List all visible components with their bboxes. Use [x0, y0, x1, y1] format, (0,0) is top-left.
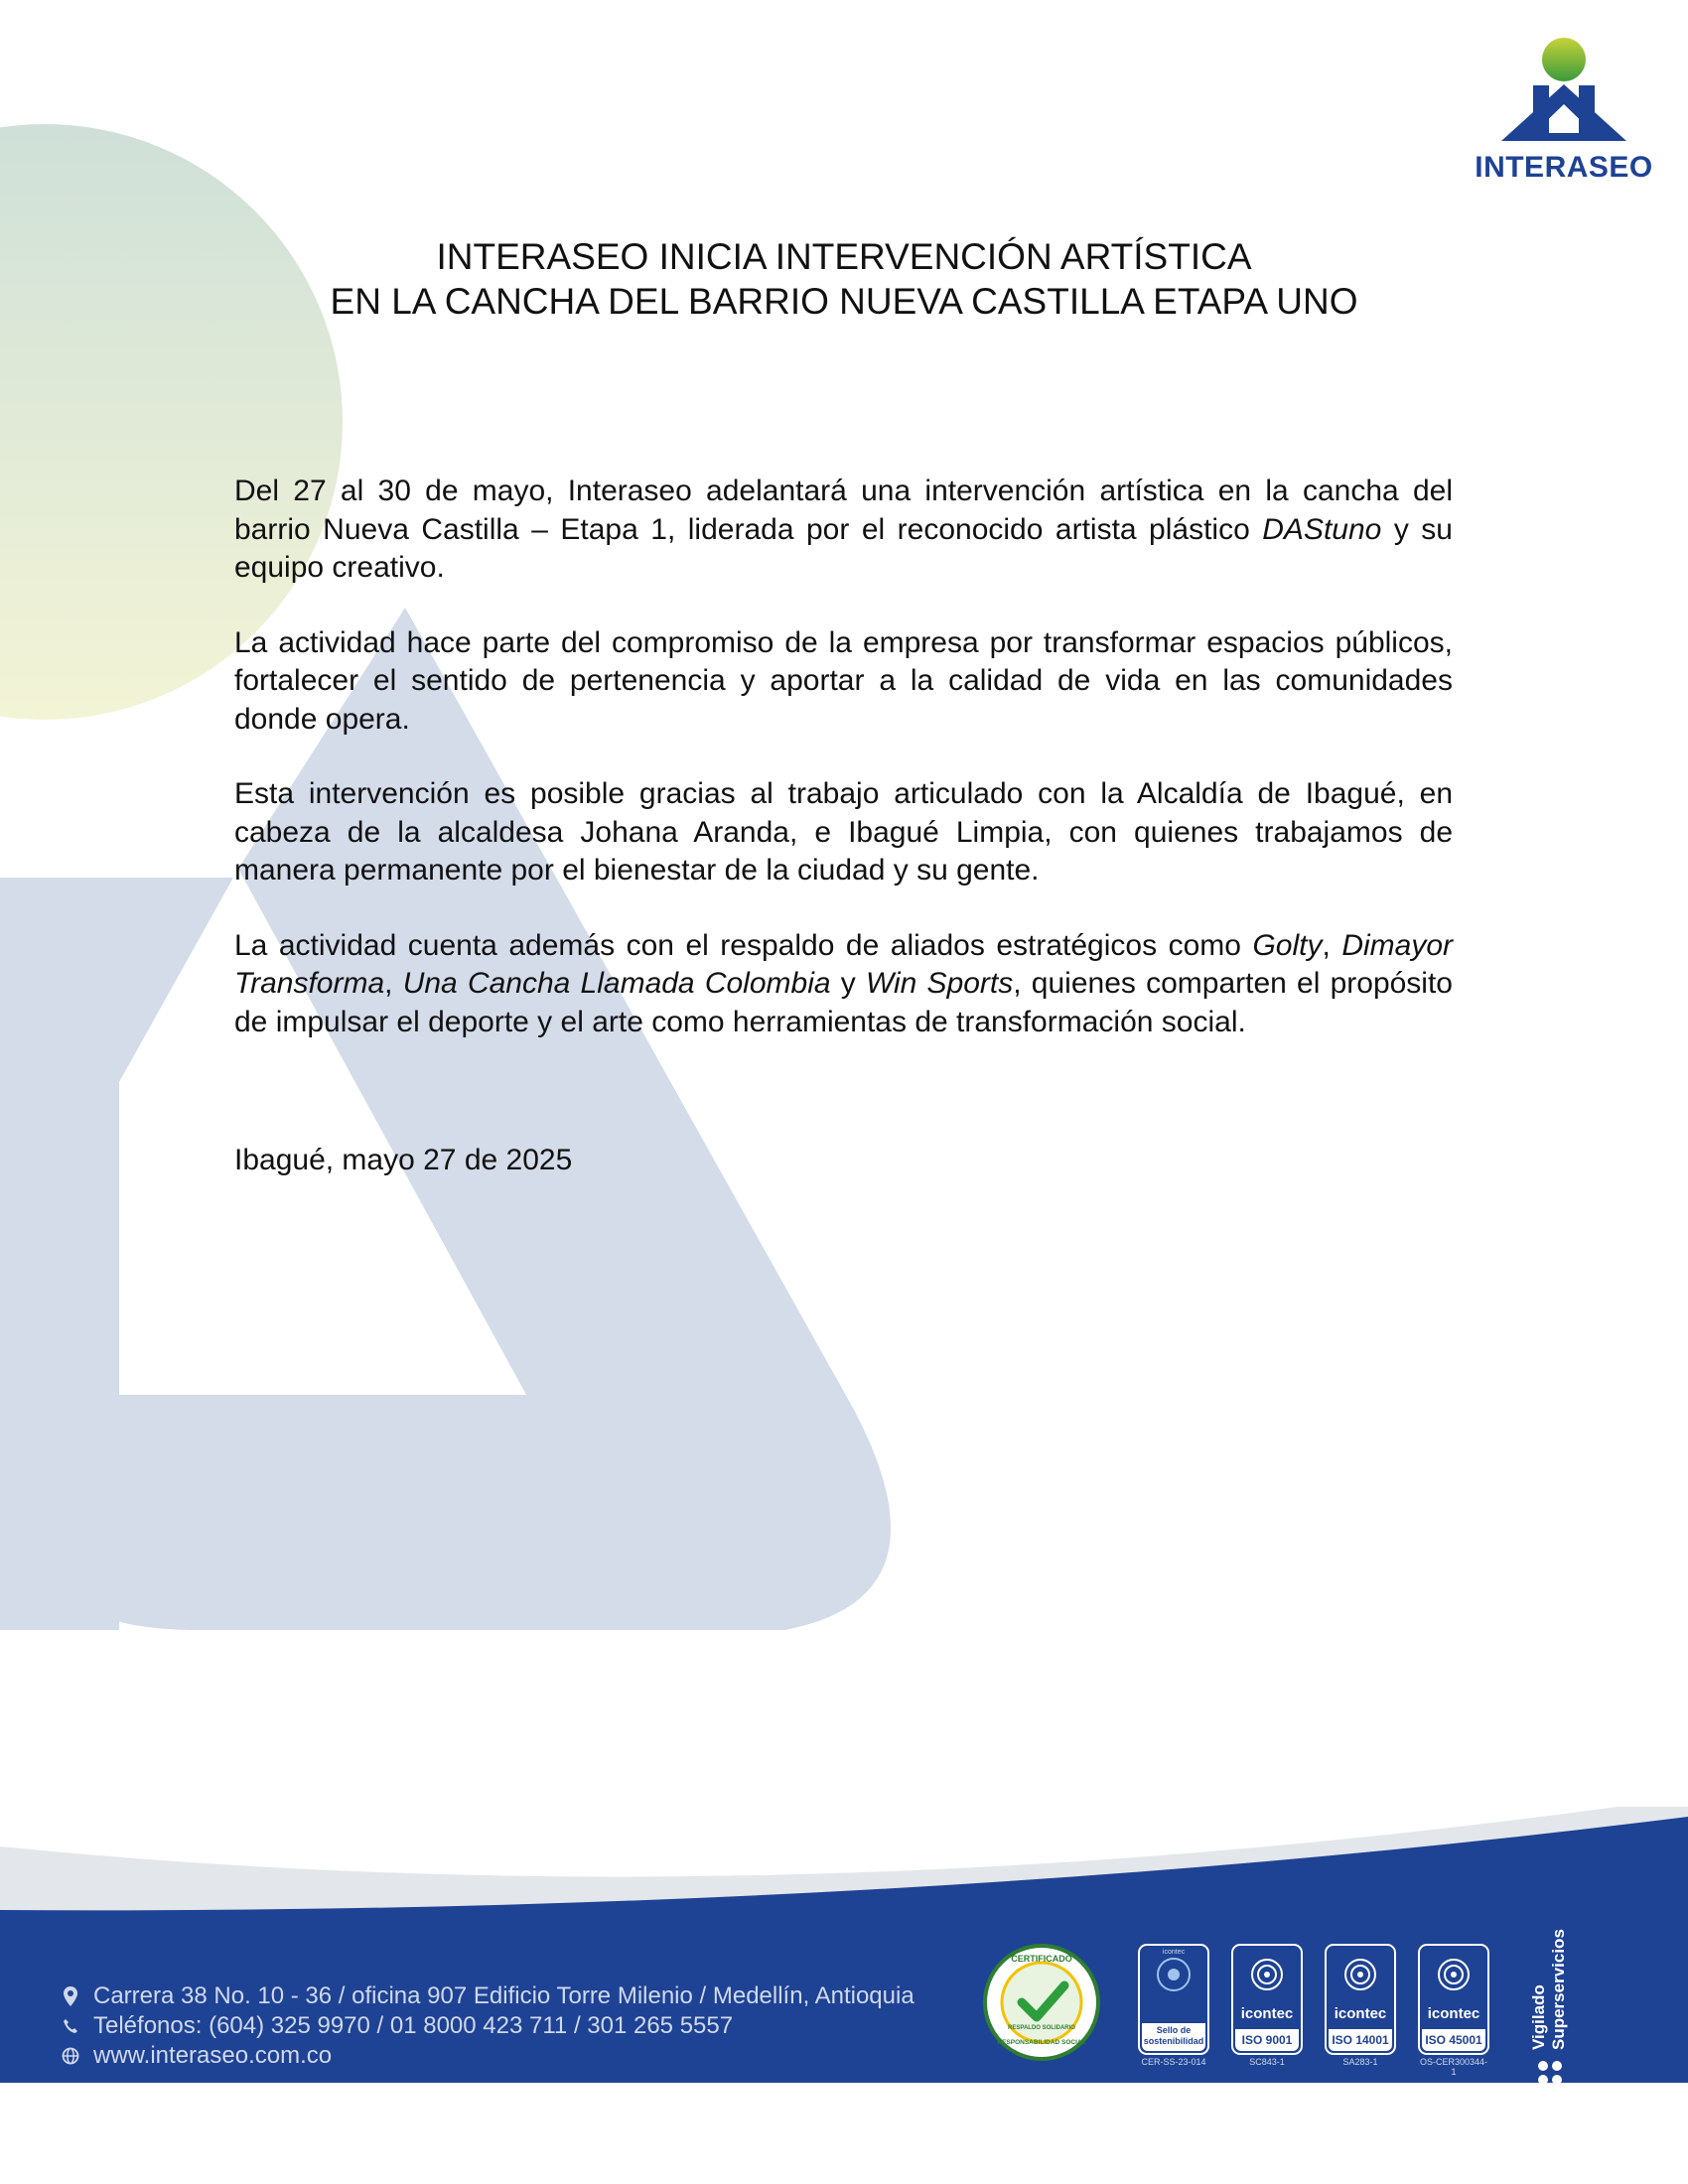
- separator: ,: [384, 967, 403, 1000]
- interaseo-logo-mark: [1489, 30, 1638, 149]
- superservicios-logo-icon: [1533, 2058, 1567, 2088]
- seal-label-bottom: RESPONSABILIDAD SOCIAL: [997, 2039, 1086, 2046]
- paragraph-3: Esta intervención es posible gracias al trabajo articulado con la Alcaldía de Ibagué, en cabeza de la alcaldesa Johana Aranda, e Ibagué Limpia, con quienes trabajamos de manera permanente por el bienestar de la ciudad y su gente.: [234, 777, 1453, 887]
- vigilado-line-2: Superservicios: [1549, 1929, 1568, 2050]
- iso-9001-code: SC843-1: [1249, 2057, 1285, 2067]
- ally-una-cancha-llamada-colombia: Una Cancha Llamada Colombia: [402, 967, 831, 1000]
- icontec-icon: [1343, 1958, 1377, 1991]
- ally-dimayor-transforma: Dimayor Transforma: [234, 928, 1453, 1000]
- seal-label-top: CERTIFICADO: [1011, 1954, 1072, 1964]
- iso-14001-code: SA283-1: [1342, 2057, 1378, 2067]
- paragraph-2: La actividad hace parte del compromiso de la empresa por transformar espacios públicos, fortalecer el sentido de pertenencia y aportar a la calidad de vida en las comunidades donde opera.: [234, 625, 1453, 736]
- sustainability-code: CER-SS-23-014: [1141, 2057, 1206, 2067]
- paragraph-1-end: y su equipo creativo.: [234, 512, 1453, 584]
- ally-golty: Golty: [1252, 928, 1323, 962]
- social-responsibility-seal: [983, 1944, 1100, 2061]
- sustainability-brand: icontec: [1162, 1949, 1186, 1956]
- sustainability-badge: [1138, 1944, 1209, 2055]
- seal-label-inner: RESPALDO SOLIDARIO: [1008, 2025, 1075, 2031]
- globe-icon: [62, 2045, 79, 2067]
- sustainability-label: Sello de sostenibilidad: [1142, 2023, 1205, 2051]
- paragraph-4: [234, 927, 1453, 1042]
- paragraph-4-end: , quienes comparten el propósito de impulsar el deporte y el arte como herramientas de transformación social.: [234, 967, 1453, 1038]
- artist-name: DAStuno: [1262, 512, 1382, 546]
- signoff-date: Ibagué, mayo 27 de 2025: [234, 1144, 573, 1176]
- paragraph-1: [234, 473, 1453, 588]
- separator: y: [830, 967, 866, 1000]
- iso-45001-code: OS-CER300344-1: [1419, 2057, 1488, 2077]
- paragraph-4-text: La actividad cuenta además con el respaldo de aliados estratégicos como: [234, 928, 1253, 962]
- page-title: [149, 234, 1539, 324]
- iso-14001-badge: [1325, 1944, 1396, 2055]
- address-row: [62, 1981, 914, 2011]
- website-row: [62, 2041, 914, 2071]
- phone-text: Teléfonos: (604) 325 9970 / 01 8000 423 711 / 301 265 5557: [93, 2012, 734, 2039]
- separator: ,: [1322, 928, 1342, 962]
- icontec-icon: [1437, 1958, 1471, 1991]
- location-pin-icon: [62, 1985, 79, 2007]
- ally-win-sports: Win Sports: [865, 967, 1014, 1000]
- interaseo-logo: [1460, 30, 1668, 189]
- title-line-2: EN LA CANCHA DEL BARRIO NUEVA CASTILLA ETAPA UNO: [330, 281, 1358, 322]
- leaf-icon: [1154, 1955, 1194, 1994]
- iso-9001-brand: icontec: [1240, 2005, 1294, 2022]
- iso-14001-brand: icontec: [1334, 2005, 1387, 2022]
- address-text: Carrera 38 No. 10 - 36 / oficina 907 Edificio Torre Milenio / Medellín, Antioquia: [93, 1982, 914, 2009]
- paragraph-1-text: Del 27 al 30 de mayo, Interaseo adelantará una intervención artística en la cancha del barrio Nueva Castilla – Etapa 1, liderada por el reconocido artista plástico: [234, 475, 1453, 546]
- iso-9001-badge: [1231, 1944, 1303, 2055]
- website-link[interactable]: www.interaseo.com.co: [93, 2042, 333, 2069]
- iso-9001-standard: ISO 9001: [1235, 2029, 1299, 2051]
- iso-45001-badge: [1418, 1944, 1489, 2055]
- phone-row: [62, 2011, 914, 2041]
- vigilado-line-1: Vigilado: [1529, 1984, 1548, 2050]
- footer-contact: [62, 1981, 914, 2071]
- iso-45001-brand: icontec: [1427, 2005, 1480, 2022]
- logo-wordmark: INTERASEO: [1475, 151, 1653, 184]
- vigilado-superservicios: [1529, 1911, 1579, 2090]
- iso-45001-standard: ISO 45001: [1422, 2029, 1485, 2051]
- press-release-body: [234, 473, 1453, 1217]
- iso-14001-standard: ISO 14001: [1329, 2029, 1392, 2051]
- phone-icon: [62, 2015, 79, 2037]
- icontec-icon: [1250, 1958, 1284, 1991]
- title-line-1: INTERASEO INICIA INTERVENCIÓN ARTÍSTICA: [436, 236, 1252, 277]
